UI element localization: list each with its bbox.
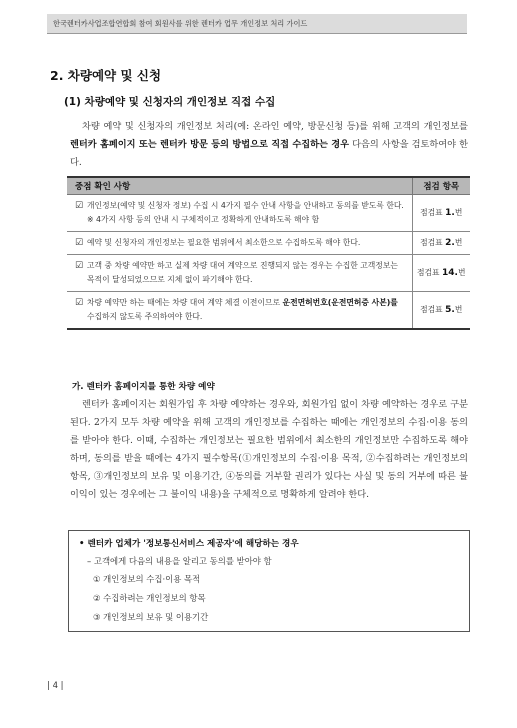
row-ref — [412, 291, 470, 329]
ref-prefix: 점검표 — [420, 305, 446, 314]
row-note: ※ 4가지 사항 등의 안내 시 구체적이고 정확하게 안내하도록 해야 함 — [87, 214, 320, 224]
row-text: 개인정보(예약 및 신청자 정보) 수집 시 4가지 필수 안내 사항을 안내하고 동의를 받도록 한다. — [87, 200, 404, 210]
note-box-item: ③ 개인정보의 보유 및 이용기간 — [93, 612, 209, 622]
document-header — [47, 14, 467, 34]
row-text-emphasis: 운전면허번호(운전면허증 사본)를 — [282, 297, 398, 307]
row-ref — [412, 254, 470, 291]
row-item — [67, 231, 412, 254]
note-box-title: • 렌터카 업체가 '정보통신서비스 제공자'에 해당하는 경우 — [79, 539, 299, 549]
note-box-item: ① 개인정보의 수집·이용 목적 — [93, 574, 201, 584]
header-item: 중점 확인 사항 — [67, 177, 412, 194]
note-box-line: – 고객에게 다음의 내용을 알리고 동의를 받아야 함 — [87, 556, 272, 566]
note-box — [68, 530, 470, 632]
section-title: 2. 차량예약 및 신청 — [50, 68, 162, 83]
ref-suffix: 번 — [457, 268, 466, 277]
ref-suffix: 번 — [454, 305, 463, 314]
ref-number: 14. — [442, 268, 458, 278]
table-row — [67, 254, 470, 291]
header-ref: 점검 항목 — [412, 177, 470, 194]
row-item — [67, 194, 412, 231]
header-title: 한국렌터카사업조합연합회 참여 회원사를 위한 렌터카 업무 개인정보 처리 가이드 — [53, 19, 308, 28]
row-text: 고객 중 차량 예약만 하고 실제 차량 대여 계약으로 진행되지 않는 경우는 수집한 고객정보는 목적이 달성되었으므로 지체 없이 파기해야 한다. — [87, 260, 398, 284]
subsection-ga-title: 가. 렌터카 홈페이지를 통한 차량 예약 — [72, 382, 215, 392]
subsection-title: (1) 차량예약 및 신청자의 개인정보 직접 수집 — [64, 96, 276, 108]
body-text: 렌터카 홈페이지는 회원가입 후 차량 예약하는 경우와, 회원가입 없이 차량 예약하는 경우로 구분된다. 2가지 모두 차량 예약을 위해 고객의 개인정보를 수집하는 때에는 개인정보의 수집·이용 동의를 받아야 한다. 이때, 수집하는 개인정보는 필요한 범위에서 최소한의 개인정보만 수집하도록 해야 하며, 동의를 받을 때에는 4가지 필수항목(①개인정보의 수집·이용 목적, ②수집하려는 개인정보의 항목, ③개인정보의 보유 및 이용기간, ④동의를 거부할 권리가 있다는 사실 및 동의 거부에 따른 불이익이 있는 경우에는 그 불이익 내용)을 구체적으로 명확하게 알려야 한다. — [70, 399, 468, 500]
checkbox-icon: ☑ — [75, 200, 84, 211]
checkbox-icon: ☑ — [75, 260, 84, 271]
intro-text: 차량 예약 및 신청자의 개인정보 처리(예: 온라인 예약, 방문신청 등)를 위해 고객의 개인정보를 — [82, 121, 468, 132]
row-text-start: 차량 예약만 하는 때에는 차량 대여 계약 체결 이전이므로 — [87, 297, 283, 307]
intro-paragraph — [70, 118, 468, 172]
row-item — [67, 291, 412, 329]
table-header-row — [67, 177, 470, 194]
row-text — [87, 296, 406, 324]
row-text-end: 수집하지 않도록 주의하여야 한다. — [87, 311, 203, 321]
intro-emphasis: 렌터카 홈페이지 또는 렌터카 방문 등의 방법으로 직접 수집하는 경우 — [70, 139, 350, 150]
intro-ending: 다음의 사항을 검토하여야 한다. — [70, 139, 468, 168]
row-item — [67, 254, 412, 291]
table-row — [67, 231, 470, 254]
ref-prefix: 점검표 — [416, 268, 443, 277]
ref-prefix: 점검표 — [420, 238, 446, 247]
row-ref — [412, 231, 470, 254]
ref-suffix: 번 — [454, 238, 463, 247]
ref-prefix: 점검표 — [420, 208, 446, 217]
body-paragraph — [70, 396, 468, 504]
checkbox-icon: ☑ — [75, 297, 84, 308]
ref-suffix: 번 — [454, 208, 463, 217]
page-number: | 4 | — [47, 681, 64, 691]
row-text: 예약 및 신청자의 개인정보는 필요한 범위에서 최소한으로 수집하도록 해야 한다. — [87, 237, 361, 247]
ref-number: 5. — [445, 305, 455, 315]
checklist-table — [67, 176, 470, 330]
note-box-item: ② 수집하려는 개인정보의 항목 — [93, 593, 206, 603]
table-row — [67, 194, 470, 231]
table-row — [67, 291, 470, 329]
checkbox-icon: ☑ — [75, 237, 84, 248]
ref-number: 2. — [445, 238, 455, 248]
row-ref — [412, 194, 470, 231]
ref-number: 1. — [445, 208, 455, 218]
